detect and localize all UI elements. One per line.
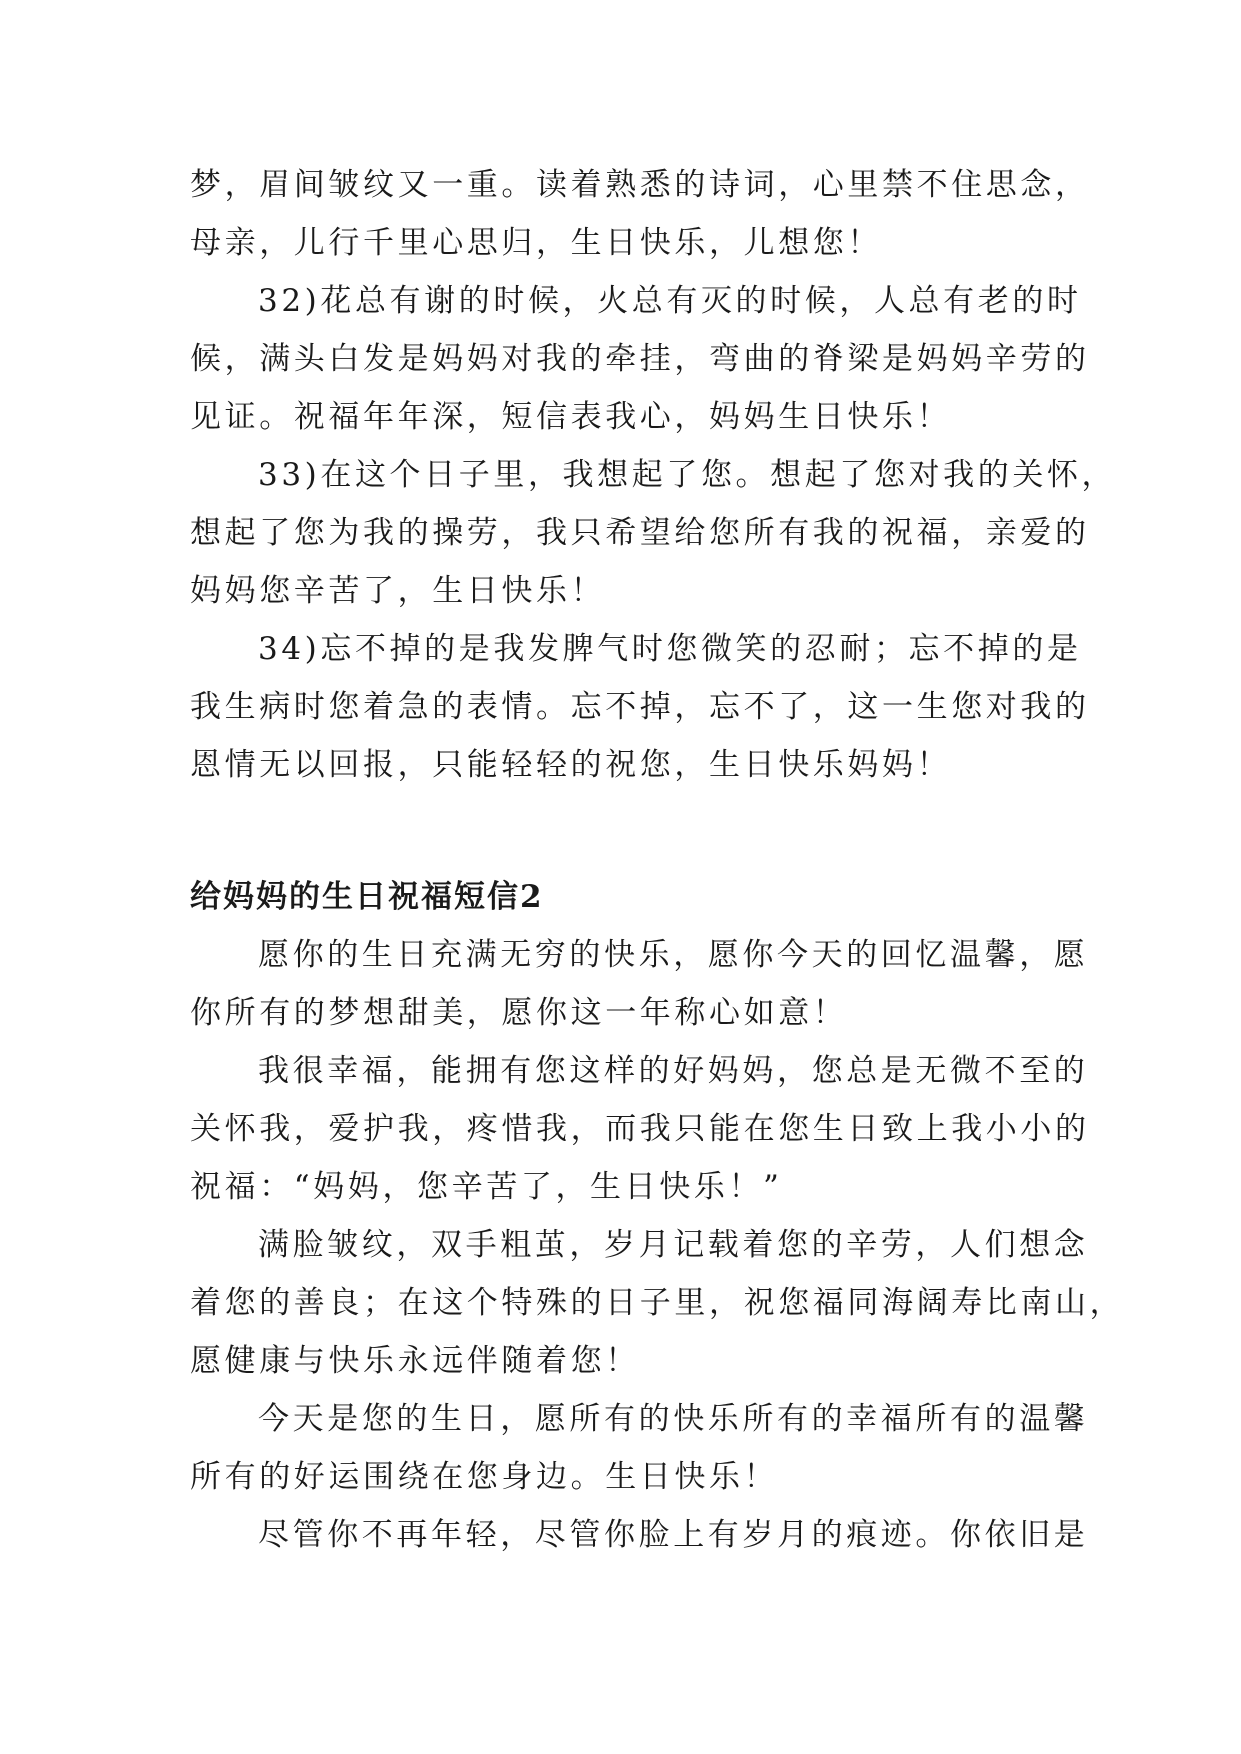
text-line: 愿你的生日充满无穷的快乐，愿你今天的回忆温馨，愿 <box>258 937 1089 973</box>
text-line: 见证。祝福年年深，短信表我心，妈妈生日快乐！ <box>190 399 952 435</box>
text-line: 所有的好运围绕在您身边。生日快乐！ <box>190 1459 779 1495</box>
paragraph-item-34 <box>190 620 1090 794</box>
text-line: 你所有的梦想甜美，愿你这一年称心如意！ <box>190 995 848 1031</box>
document-body <box>190 156 1125 1564</box>
text-line: 满脸皱纹，双手粗茧，岁月记载着您的辛劳，人们想念 <box>258 1227 1089 1263</box>
text-line: 今天是您的生日，愿所有的快乐所有的幸福所有的温馨 <box>258 1401 1089 1437</box>
text-line: 梦，眉间皱纹又一重。读着熟悉的诗词，心里禁不住思念， <box>190 167 1090 203</box>
paragraph-item-33 <box>190 446 1117 620</box>
text-line: 尽管你不再年轻，尽管你脸上有岁月的痕迹。你依旧是 <box>258 1517 1089 1553</box>
paragraph-wish <box>190 1216 1125 1390</box>
text-line: 想起了您为我的操劳，我只希望给您所有我的祝福，亲爱的 <box>190 515 1090 551</box>
paragraph-item-32 <box>190 272 1090 446</box>
text-line: 妈妈您辛苦了，生日快乐！ <box>190 573 606 609</box>
paragraph-continued <box>190 156 1090 272</box>
paragraph-wish <box>190 1506 1089 1564</box>
paragraph-wish <box>190 1390 1089 1506</box>
text-line: 关怀我，爱护我，疼惜我，而我只能在您生日致上我小小的 <box>190 1111 1090 1147</box>
paragraph-wish <box>190 1042 1090 1216</box>
text-line: 我生病时您着急的表情。忘不掉，忘不了，这一生您对我的 <box>190 689 1090 725</box>
text-line: 32)花总有谢的时候，火总有灭的时候，人总有老的时 <box>258 283 1082 319</box>
text-line: 候，满头白发是妈妈对我的牵挂，弯曲的脊梁是妈妈辛劳的 <box>190 341 1090 377</box>
text-line: 着您的善良；在这个特殊的日子里，祝您福同海阔寿比南山， <box>190 1285 1125 1321</box>
section-heading: 给妈妈的生日祝福短信2 <box>190 879 544 915</box>
text-line: 我很幸福，能拥有您这样的好妈妈，您总是无微不至的 <box>258 1053 1089 1089</box>
text-line: 愿健康与快乐永远伴随着您！ <box>190 1343 640 1379</box>
text-line: 祝福：“妈妈，您辛苦了，生日快乐！” <box>190 1169 783 1205</box>
text-line: 恩情无以回报，只能轻轻的祝您，生日快乐妈妈！ <box>190 747 952 783</box>
paragraph-wish <box>190 926 1089 1042</box>
text-line: 33)在这个日子里，我想起了您。想起了您对我的关怀， <box>258 457 1117 493</box>
section-spacer <box>190 794 1052 868</box>
text-line: 母亲，儿行千里心思归，生日快乐，儿想您！ <box>190 225 882 261</box>
text-line: 34)忘不掉的是我发脾气时您微笑的忍耐；忘不掉的是 <box>258 631 1082 667</box>
